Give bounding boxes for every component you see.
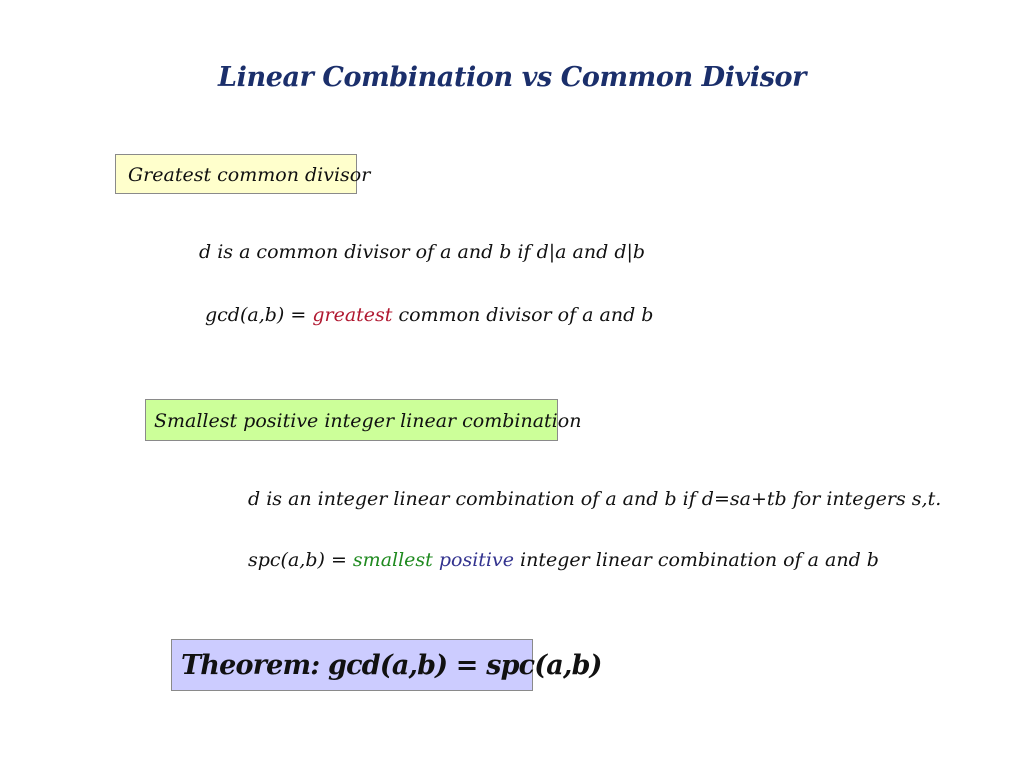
greatest-highlight: greatest: [312, 304, 393, 326]
gcd-formula: [205, 304, 653, 326]
common-divisor-definition: d is a common divisor of a and b if d|a and d|b: [199, 241, 646, 263]
spc-formula-suffix: integer linear combination of a and b: [513, 549, 879, 571]
positive-highlight: positive: [438, 549, 514, 571]
gcd-label-text: Greatest common divisor: [128, 164, 371, 186]
spc-formula: [248, 549, 879, 571]
smallest-highlight: smallest: [352, 549, 433, 571]
linear-combination-definition: d is an integer linear combination of a and b if d=sa+tb for integers s,t.: [248, 488, 942, 510]
gcd-formula-prefix: gcd(a,b) =: [205, 304, 313, 326]
gcd-formula-suffix: common divisor of a and b: [392, 304, 654, 326]
theorem-text: Theorem: gcd(a,b) = spc(a,b): [181, 650, 602, 681]
spc-label-text: Smallest positive integer linear combination: [154, 410, 582, 432]
gcd-label-box: [115, 154, 371, 194]
spc-label-box: [145, 399, 582, 441]
spc-formula-prefix: spc(a,b) =: [248, 549, 353, 571]
page-title: Linear Combination vs Common Divisor: [218, 62, 806, 93]
theorem-box: [171, 639, 602, 691]
